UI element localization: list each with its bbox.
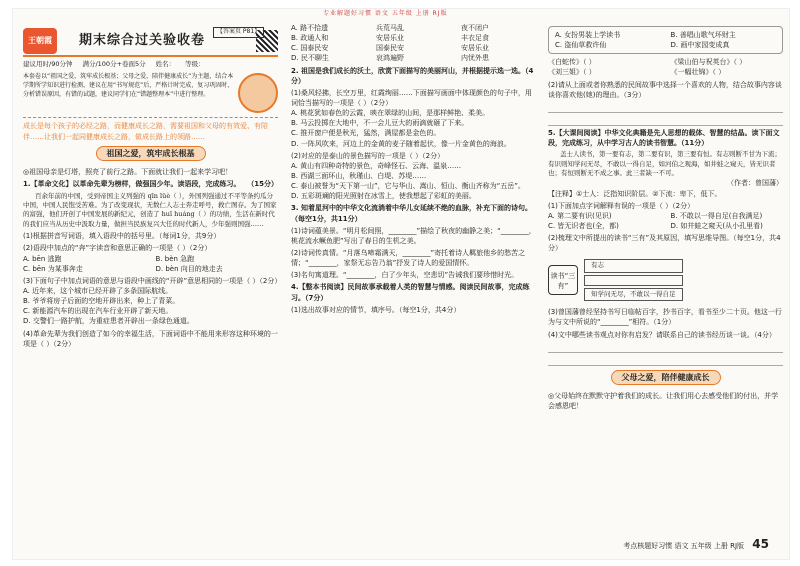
option[interactable]: C. 新能源汽车的出现在汽车行业开辟了新天地。 [23, 307, 173, 316]
meta-time: 建议用时/90分钟 [23, 60, 73, 68]
option[interactable]: A. 近年来，这个城市已经开辟了多条国际航线。 [23, 286, 173, 295]
question-3-1: (1)诗词蕴美景。“明月松间照，________”描绘了秋夜的幽静之美；“________，桃花流水鳜鱼肥”写出了春日的生机之美。 [291, 226, 536, 245]
fill-item[interactable]: 《梁山伯与祝英台》（ ） [670, 58, 747, 67]
question-5: 5.【大课间阅读】中华文化典籍是先人思想的载体、智慧的结晶。读下面文段，完成练习，从中学习古人的读书智慧。（11分） [548, 128, 780, 147]
option: 丰衣足食 [461, 34, 489, 43]
column-left [23, 23, 282, 349]
answer-line[interactable] [548, 103, 783, 113]
fill-item[interactable]: 《刘三姐》（ ） [548, 68, 596, 77]
footer-text: 考点核题好习惯 语文 五年级 上册 RJ版 [623, 541, 745, 550]
option: 安居乐业 [461, 44, 489, 53]
author: （作者：曾国藩） [727, 179, 783, 188]
intro-text: 本套卷以“祖国之爱，筑牢成长根基；父母之爱，陪伴健康成长”为主题，结合本学期所学知识进行检测，建议在用“书写规范”后，严格计时完成，复习巩固时，分析错误原因，有错的试题，建议同学们在“错题整理本”中进行整理。 [23, 73, 234, 98]
option: B. 善唱山歌气坏财主 [670, 31, 736, 39]
question-1-3: (3)下面句子中加点词语的意思与语段中画线的“开辟”意思相同的一项是（ ）（2分） [23, 276, 282, 285]
meta-grade: 等级： [185, 60, 205, 68]
option[interactable]: C. 推开窗户便是秋光，猛然，满屋都是金色的。 [291, 129, 441, 138]
option[interactable]: A. 路不拾遗 [291, 24, 329, 32]
option[interactable]: D. 五彩斑斓的阳光照射在冰雪上，使我想起了彩虹的美丽。 [291, 192, 476, 201]
meta-score: 满分/100分+卷面5分 [82, 60, 146, 68]
question-1: 1.【革命文化】以革命先辈为榜样，做强国少年。读语段，完成练习。 （15分） [23, 180, 278, 189]
option[interactable]: C. 泰山被誉为“天下第一山”，它与华山、嵩山、恒山、衡山齐称为“五岳”。 [291, 182, 525, 191]
mind-map-key: 读书“三有” [548, 265, 578, 295]
column-right [548, 23, 783, 412]
fill-item[interactable]: 《白蛇传》（ ） [548, 58, 596, 67]
option: 兵荒马乱 [376, 24, 404, 32]
option: 内忧外患 [461, 54, 489, 63]
option[interactable]: B. 不敢以一得自足(自我满足) [670, 211, 763, 220]
option: C. 盗仙草救许仙 [555, 41, 607, 50]
option: D. 画中家园变成真 [670, 41, 730, 50]
section-lead-2: ◎父母始终在默默守护着我们的成长。让我们用心去感受他们的付出，并学会感恩吧！ [548, 392, 779, 411]
question-1-2: (2)语段中加点的“奔”字读音和意思正确的一项是（ ）（2分） [23, 244, 212, 253]
option[interactable]: D. 如井蛙之窥天(从小孔里看) [670, 221, 763, 230]
page-footer [623, 536, 769, 553]
options-1-4d [291, 53, 536, 63]
mind-box[interactable]: 有志 [584, 259, 683, 272]
question-5-4: (4)文中哪些读书观点对你有启发？请联系自己的读书经历谈一谈。（4分） [548, 330, 776, 339]
option[interactable]: D. 一阵风吹来，河边上的金黄的麦子随着起伏，像一片金黄色的海浪。 [291, 139, 511, 148]
answer-line[interactable] [548, 343, 783, 353]
option[interactable]: A. 第二要有识(见识) [548, 211, 612, 220]
mind-box[interactable]: 知学问无尽，不敢以一得自足 [584, 288, 683, 301]
page-number: 45 [752, 536, 769, 551]
column-middle [291, 23, 536, 315]
options-1-4c [291, 43, 536, 53]
option[interactable]: A. bēn 逃跑 [23, 254, 62, 263]
header-strip: 专业解题好习惯 语文 五年级 上册 RJ版 [323, 10, 448, 17]
section-banner-2: 父母之爱，陪伴健康成长 [611, 370, 721, 386]
options-1-4a [291, 23, 536, 33]
options-1-4b [291, 33, 536, 43]
option[interactable]: D. bèn 向目的地走去 [155, 264, 223, 273]
option: A. 女扮男装上学读书 [555, 31, 621, 39]
option[interactable]: C. 国泰民安 [291, 44, 329, 53]
option: 夜不闭户 [461, 24, 489, 32]
question-3: 3. 知着星河中的中华文化流淌着中华儿女延续不绝的血脉，补充下面的诗句。（每空1分，共11分） [291, 204, 532, 223]
question-2: 2. 祖国是我们成长的沃土，欣赏下面描写的美丽河山，并根据提示选一选。（4分） [291, 66, 534, 85]
question-3-3: (3)名句寓道理。“________，白了少年头，空悲切”告诫我们要珍惜时光。 [291, 271, 519, 280]
option[interactable]: B. 西湖三面环山，秋瑾山、白堤、苏堤…… [291, 171, 427, 180]
question-3-2: (2)诗词传真情。“月落乌啼霜满天，________”寄托着诗人羁旅他乡的愁苦之情；“________，家祭无忘告乃翁”抒发了诗人的爱国情怀。 [291, 248, 526, 268]
option[interactable]: B. 马云投掷在大地中，不一会儿豆大的雨滴就砸了下来。 [291, 119, 469, 128]
option: 国泰民安 [376, 44, 404, 53]
question-4-1: (1)选出故事对应的情节，填序号。（每空1分，共4分） [291, 305, 461, 314]
mind-box[interactable] [584, 275, 683, 286]
passage-1: 百余年前的中国，受到帝国主义列强的 qīn lüè（ ），外国列强通过不平等条约瓜分中国，中国人民饱受苦难。为了改变现状，无数仁人志士奔走呼号，救亡图存。为了国家的富强，他们开创了中国发展的新纪元，创造了 huī huáng（ ）的功绩，生活在新时代的我们应当从历史中汲取力量，做担当民族复兴大任的时代新人，少年强则国强…… [23, 191, 277, 228]
answer-line[interactable] [548, 116, 783, 126]
option[interactable]: B. bèn 急跑 [155, 254, 195, 263]
worksheet-page [12, 8, 790, 560]
option: 哀鸿遍野 [376, 54, 404, 63]
story-options-box [548, 26, 783, 54]
intro-block [23, 73, 278, 113]
page-title: 期末综合过关验收卷 [79, 32, 206, 48]
options-1-2 [23, 254, 278, 264]
options-1-2b [23, 264, 278, 274]
option[interactable]: A. 桃花犹如春色的云霞，映在翠绿的山间，是那样鲜艳、柔美。 [291, 109, 490, 118]
notes: 【注释】①士人：泛指知识阶层。②下流：卑下，低下。 [548, 189, 722, 198]
question-5-1: (1)下面加点字词解释有误的一项是（ ）（2分） [548, 201, 695, 210]
option[interactable]: D. 交警们一路护航，为重症患者开辟出一条绿色通道。 [23, 317, 194, 326]
section-lead: ◎祖国母亲是灯塔，照亮了前行之路。下面就让我们一起来学习吧！ [23, 168, 233, 177]
mind-map-boxes [584, 257, 683, 303]
mind-map [548, 257, 783, 303]
meta-row [23, 60, 278, 69]
classic-text: 盖士人读书，第一要有志，第二要有识，第三要有恒。有志则断不甘为下流；有识则知学问无尽，不敢以一得自足，如河伯之观海，如井蛙之窥天，皆无识者也；有恒则断无不成之事。此三者缺一不可。 [548, 150, 781, 177]
option[interactable]: B. 政通人和 [291, 34, 329, 43]
option[interactable]: C. bēn 为某事奔走 [23, 264, 83, 273]
cartoon-girl-icon [238, 73, 278, 113]
option[interactable]: D. 民不聊生 [291, 54, 329, 63]
question-5-2: (2)梳理文中所提出的读书“三有”及其原因，填写思维导图。（每空1分，共4分） [548, 234, 781, 253]
section-banner-1: 祖国之爱，筑牢成长根基 [96, 146, 206, 162]
question-2-2: (2)对应的是泰山的景色描写的一项是（ ）（2分） [291, 151, 445, 160]
question-5-3: (3)曾国藩曾经坚持书写日临帖百字，抄书百字，看书至少二十页。他这一行为与文中所说的“________”相符。（1分） [548, 308, 782, 327]
question-4: 4.【整本书阅读】民间故事承载着人类的智慧与情感。阅读民间故事，完成练习。（7分） [291, 283, 530, 302]
question-1-4: (4)革命先辈为我们创造了如今的幸福生活，下面词语中不能用来形容这种环境的一项是（ ）（2分） [23, 329, 278, 348]
question-4-2: (2)请从上面或者你熟悉的民间故事中选择一个喜欢的人物，结合故事内容谈谈你喜欢他(她)的理由。（3分） [548, 80, 782, 99]
question-1-1: (1)根据拼音写词语，填入语段中的括号里。（每词1分，共9分） [23, 232, 221, 241]
intro-quote: 成长是每个孩子的必经之路，而健康成长之路，需要祖国和父母的有效爱、有陪伴……让我们一起同健康成长之路，做成长路上的领路…… [23, 117, 278, 141]
option: 安居乐业 [376, 34, 404, 43]
fill-item[interactable]: 《一幅壮锦》（ ） [670, 68, 726, 77]
option[interactable]: B. 爷爷将房子后面的空地开辟出来，种上了青菜。 [23, 297, 180, 306]
answer-line[interactable] [548, 356, 783, 366]
meta-name: 姓名： [155, 60, 176, 68]
question-2-1: (1)桑风轻拂，长空万里，红霞绚丽……下面描写画面中体现颜色的句子中，用词恰当描写的一项是（ ）（2分） [291, 88, 532, 107]
brand-logo: 王朝霞 [23, 28, 57, 54]
option[interactable]: A. 黄山有四种奇特的景色，奇峰怪石、云海、温泉…… [291, 161, 462, 170]
answer-ref: 【答案页 P81】 [213, 27, 264, 38]
option[interactable]: C. 皆无识者也(全，都) [548, 221, 619, 230]
